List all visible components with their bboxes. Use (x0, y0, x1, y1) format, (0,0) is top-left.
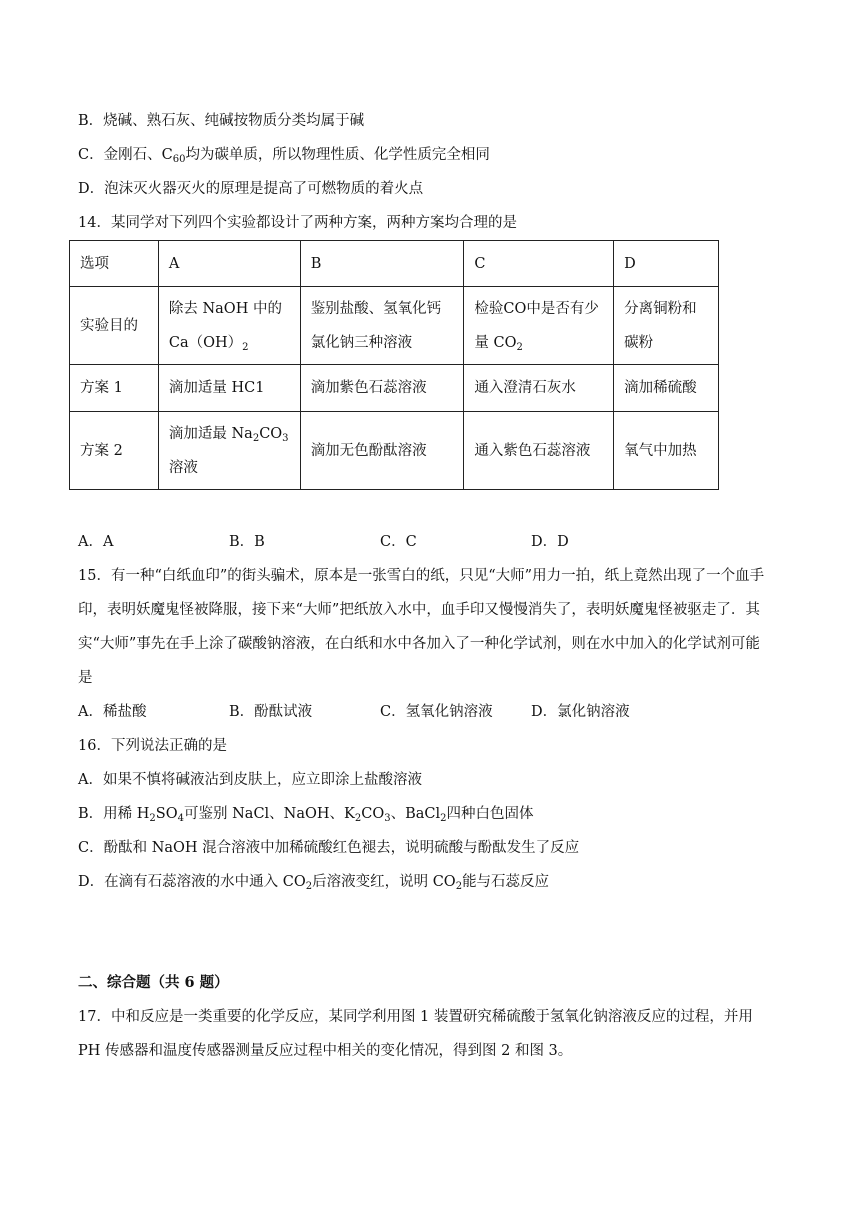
table-cell: 通入澄清石灰水 (464, 365, 614, 412)
table-cell: 除去 NaOH 中的 $Ca(OH)_2$ (158, 287, 300, 365)
table-row (70, 412, 719, 490)
q16-stem: 16．下列说法正确的是 (78, 738, 227, 754)
q16-option-c: C．酚酞和 NaOH 混合溶液中加稀硫酸红色褪去，说明硫酸与酚酞发生了反应 (78, 840, 580, 856)
q15-stem-line-4: 是 (78, 670, 93, 686)
q15-stem-line-2: 印，表明妖魔鬼怪被降服，接下来“大师”把纸放入水中，血手印又慢慢消失了，表明妖魔鬼怪被驱走了．其 (78, 602, 760, 618)
table-header-cell: C (464, 241, 614, 287)
q16-option-d: D．在滴有石蕊溶液的水中通入 $CO_2$后溶液变红，说明 $CO_2$能与石蕊反应 (78, 874, 550, 892)
table-header-cell: B (300, 241, 464, 287)
q17-stem-line-2: PH 传感器和温度传感器测量反应过程中相关的变化情况，得到图 2 和图 3。 (78, 1043, 573, 1059)
q14-option-a: A．A (78, 534, 114, 550)
table-header-cell: D (614, 241, 719, 287)
table-cell: 滴加无色酚酞溶液 (300, 412, 464, 490)
q14-stem: 14．某同学对下列四个实验都设计了两种方案，两种方案均合理的是 (78, 215, 517, 231)
q16-option-b: B．用稀 $H_2SO_4$可鉴别 NaCl、NaOH、$K_2CO_3$、BaCl$_2$四种白色固体 (78, 806, 534, 824)
table-cell: 分离铜粉和 碳粉 (614, 287, 719, 365)
table-cell: 方案 1 (70, 365, 159, 412)
q15-option-d: D．氯化钠溶液 (531, 704, 630, 720)
table-row (70, 241, 719, 287)
table-cell: 实验目的 (70, 287, 159, 365)
table-cell: 滴加紫色石蕊溶液 (300, 365, 464, 412)
section-heading: 二、综合题（共 6 题） (78, 974, 229, 991)
table-cell: 检验CO中是否有少 量 $CO_2$ (464, 287, 614, 365)
table-row (70, 365, 719, 412)
table-row (70, 287, 719, 365)
q15-option-b: B．酚酞试液 (229, 704, 313, 720)
table-cell: 滴加适量 HC1 (158, 365, 300, 412)
q15-stem-line-1: 15．有一种“白纸血印”的街头骗术，原本是一张雪白的纸，只见“大师”用力一拍，纸上竟然出现了一个血手 (78, 568, 765, 584)
q13-option-d: D．泡沫灭火器灭火的原理是提高了可燃物质的着火点 (78, 181, 424, 197)
q14-options (78, 532, 569, 552)
q14-option-b: B．B (229, 534, 265, 550)
table-cell: 通入紫色石蕊溶液 (464, 412, 614, 490)
table-cell: 氧气中加热 (614, 412, 719, 490)
q15-stem-line-3: 实“大师”事先在手上涂了碳酸钠溶液，在白纸和水中各加入了一种化学试剂，则在水中加入的化学试剂可能 (78, 636, 760, 652)
q16-option-a: A．如果不慎将碱液沾到皮肤上，应立即涂上盐酸溶液 (78, 772, 422, 788)
q15-option-a: A．稀盐酸 (78, 704, 147, 720)
q14-table (69, 240, 719, 490)
q14-option-c: C．C (380, 534, 417, 550)
table-header-cell: A (158, 241, 300, 287)
table-header-cell: 选项 (70, 241, 159, 287)
q13-option-c: C．金刚石、$C_{60}$均为碳单质，所以物理性质、化学性质完全相同 (78, 147, 490, 165)
table-cell: 滴加适最 $Na_2CO_3$ 溶液 (158, 412, 300, 490)
q17-stem-line-1: 17．中和反应是一类重要的化学反应，某同学利用图 1 装置研究稀硫酸于氢氧化钠溶液反应的过程，并用 (78, 1009, 753, 1025)
table-cell: 方案 2 (70, 412, 159, 490)
q13-option-b: B．烧碱、熟石灰、纯碱按物质分类均属于碱 (78, 113, 365, 129)
q14-option-d: D．D (531, 534, 569, 550)
table-cell: 滴加稀硫酸 (614, 365, 719, 412)
table-cell: 鉴别盐酸、氢氧化钙 氯化钠三种溶液 (300, 287, 464, 365)
q15-option-c: C．氢氧化钠溶液 (380, 704, 493, 720)
q15-options (78, 702, 630, 722)
